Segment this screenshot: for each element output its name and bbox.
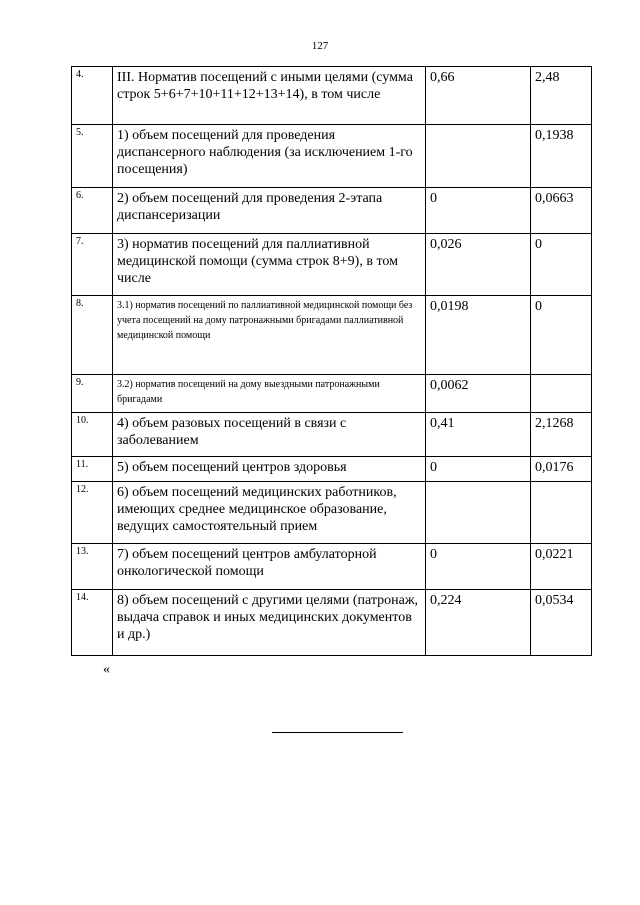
row-value-1 bbox=[426, 125, 531, 188]
row-value-2: 2,1268 bbox=[531, 413, 592, 457]
row-description: 5) объем посещений центров здоровья bbox=[113, 457, 426, 482]
table-row bbox=[72, 188, 592, 234]
row-number: 14. bbox=[72, 590, 113, 656]
table-row bbox=[72, 482, 592, 544]
row-value-2: 0,0176 bbox=[531, 457, 592, 482]
table-row bbox=[72, 590, 592, 656]
row-number: 11. bbox=[72, 457, 113, 482]
row-description: 1) объем посещений для проведения диспансерного наблюдения (за исключением 1-го посещения) bbox=[113, 125, 426, 188]
row-value-2 bbox=[531, 375, 592, 413]
table-row bbox=[72, 125, 592, 188]
row-value-1: 0 bbox=[426, 188, 531, 234]
row-value-1: 0,41 bbox=[426, 413, 531, 457]
row-description: 3.1) норматив посещений по паллиативной медицинской помощи без учета посещений на дому патронажными бригадами паллиативной медицинской помощи bbox=[113, 296, 426, 375]
row-description: 2) объем посещений для проведения 2-этапа диспансеризации bbox=[113, 188, 426, 234]
row-number: 13. bbox=[72, 544, 113, 590]
row-value-2: 0,0663 bbox=[531, 188, 592, 234]
row-value-1: 0,026 bbox=[426, 234, 531, 296]
row-value-2: 2,48 bbox=[531, 67, 592, 125]
row-number: 5. bbox=[72, 125, 113, 188]
table-row bbox=[72, 375, 592, 413]
row-number: 6. bbox=[72, 188, 113, 234]
table-row bbox=[72, 457, 592, 482]
row-number: 8. bbox=[72, 296, 113, 375]
row-value-1: 0,224 bbox=[426, 590, 531, 656]
table-row bbox=[72, 296, 592, 375]
row-description: 4) объем разовых посещений в связи с заболеванием bbox=[113, 413, 426, 457]
row-value-1: 0 bbox=[426, 544, 531, 590]
closing-quote: « bbox=[103, 662, 110, 677]
row-number: 4. bbox=[72, 67, 113, 125]
row-value-1: 0 bbox=[426, 457, 531, 482]
row-description: 8) объем посещений с другими целями (патронаж, выдача справок и иных медицинских документов и др.) bbox=[113, 590, 426, 656]
row-value-1: 0,66 bbox=[426, 67, 531, 125]
row-description: 3) норматив посещений для паллиативной медицинской помощи (сумма строк 8+9), в том числе bbox=[113, 234, 426, 296]
row-description: 3.2) норматив посещений на дому выездными патронажными бригадами bbox=[113, 375, 426, 413]
row-description: III. Норматив посещений с иными целями (сумма строк 5+6+7+10+11+12+13+14), в том числе bbox=[113, 67, 426, 125]
row-value-2: 0 bbox=[531, 234, 592, 296]
row-description: 6) объем посещений медицинских работников, имеющих среднее медицинское образование, ведущих самостоятельный прием bbox=[113, 482, 426, 544]
row-number: 12. bbox=[72, 482, 113, 544]
row-value-2: 0,0221 bbox=[531, 544, 592, 590]
row-value-1 bbox=[426, 482, 531, 544]
row-value-2 bbox=[531, 482, 592, 544]
norms-table bbox=[71, 66, 592, 656]
table-row bbox=[72, 67, 592, 125]
row-value-1: 0,0062 bbox=[426, 375, 531, 413]
row-value-2: 0 bbox=[531, 296, 592, 375]
page-number: 127 bbox=[311, 40, 329, 52]
row-number: 10. bbox=[72, 413, 113, 457]
table-row bbox=[72, 544, 592, 590]
row-description: 7) объем посещений центров амбулаторной онкологической помощи bbox=[113, 544, 426, 590]
row-value-1: 0,0198 bbox=[426, 296, 531, 375]
table-row bbox=[72, 413, 592, 457]
row-value-2: 0,1938 bbox=[531, 125, 592, 188]
table-row bbox=[72, 234, 592, 296]
row-number: 9. bbox=[72, 375, 113, 413]
divider-line bbox=[272, 732, 403, 733]
row-value-2: 0,0534 bbox=[531, 590, 592, 656]
row-number: 7. bbox=[72, 234, 113, 296]
